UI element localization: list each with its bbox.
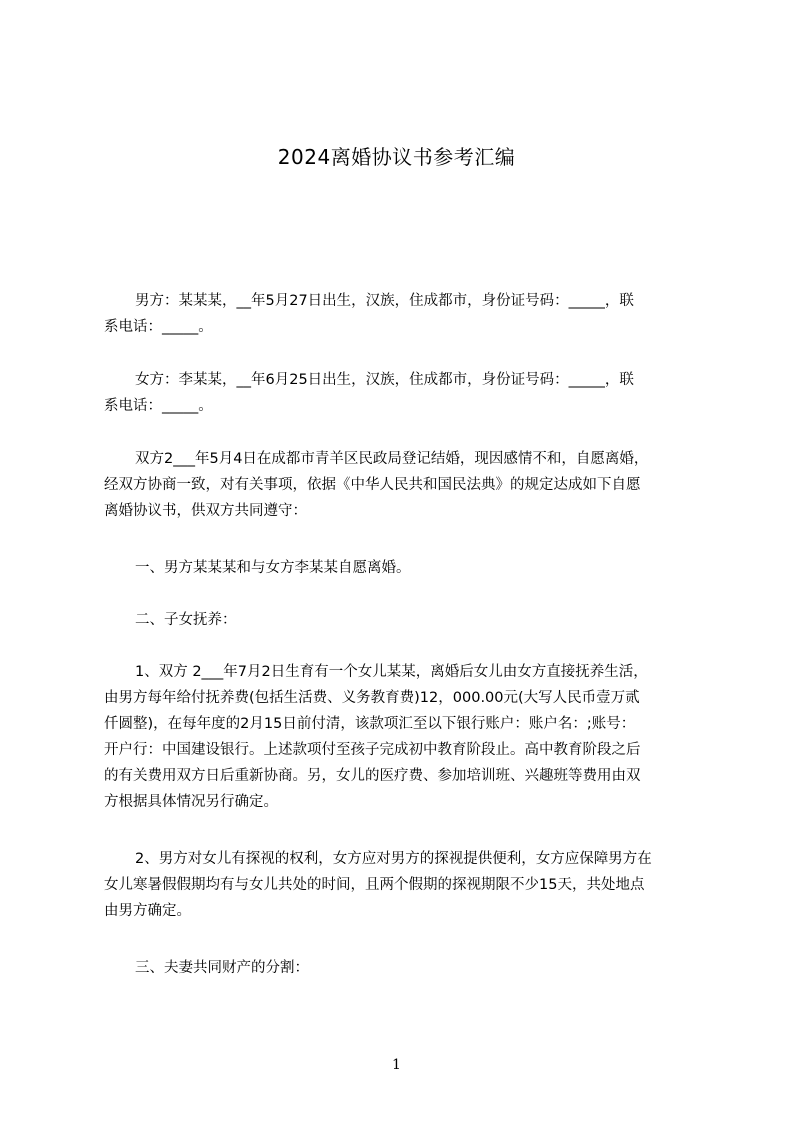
paragraph-line: 经双方协商一致，对有关事项，依据《中华人民共和国民法典》的规定达成如下自愿 bbox=[104, 477, 641, 493]
paragraph-line: 女儿寒暑假假期均有与女儿共处的时间，且两个假期的探视期限不少15天，共处地点 bbox=[104, 877, 645, 893]
paragraph-line: 开户行：中国建设银行。上述款项付至孩子完成初中教育阶段止。高中教育阶段之后 bbox=[104, 742, 641, 758]
section-heading-2 bbox=[104, 607, 700, 633]
paragraph-woman bbox=[104, 367, 700, 419]
section-heading-3 bbox=[104, 955, 700, 981]
paragraph-intro bbox=[104, 446, 700, 524]
paragraph-line: 男方：某某某，__年5月27日出生，汉族，住成都市，身份证号码：_____，联 bbox=[135, 293, 634, 309]
paragraph-line: 方根据具体情况另行确定。 bbox=[104, 794, 278, 810]
page-number: 1 bbox=[392, 1057, 401, 1073]
paragraph-line: 一、男方某某某和与女方李某某自愿离婚。 bbox=[135, 560, 411, 576]
paragraph-line: 系电话：_____。 bbox=[104, 319, 213, 335]
paragraph-line: 女方：李某某，__年6月25日出生，汉族，住成都市，身份证号码：_____，联 bbox=[135, 372, 634, 388]
paragraph-line: 由男方每年给付抚养费(包括生活费、义务教育费)12，000.00元(大写人民币壹万贰 bbox=[104, 690, 640, 706]
paragraph-line: 的有关费用双方日后重新协商。另，女儿的医疗费、参加培训班、兴趣班等费用由双 bbox=[104, 768, 641, 784]
paragraph-man bbox=[104, 288, 700, 340]
paragraph-line: 1、双方 2___年7月2日生育有一个女儿某某，离婚后女儿由女方直接抚养生活， bbox=[135, 664, 648, 680]
paragraph-line: 2、男方对女儿有探视的权利，女方应对男方的探视提供便利，女方应保障男方在 bbox=[135, 851, 652, 867]
clause-child-support bbox=[104, 659, 700, 815]
paragraph-line: 双方2___年5月4日在成都市青羊区民政局登记结婚，现因感情不和，自愿离婚， bbox=[135, 451, 649, 467]
paragraph-line: 由男方确定。 bbox=[104, 903, 191, 919]
paragraph-line: 二、子女抚养： bbox=[135, 612, 237, 628]
section-heading-1 bbox=[104, 555, 700, 581]
paragraph-line: 离婚协议书，供双方共同遵守： bbox=[104, 503, 307, 519]
document-title: 2024离婚协议书参考汇编 bbox=[277, 145, 516, 169]
paragraph-line: 三、夫妻共同财产的分割： bbox=[135, 960, 309, 976]
paragraph-line: 系电话：_____。 bbox=[104, 398, 213, 414]
paragraph-line: 仟圆整)，在每年度的2月15日前付清，该款项汇至以下银行账户：账户名：;账号： bbox=[104, 716, 636, 732]
clause-visitation bbox=[104, 846, 700, 924]
